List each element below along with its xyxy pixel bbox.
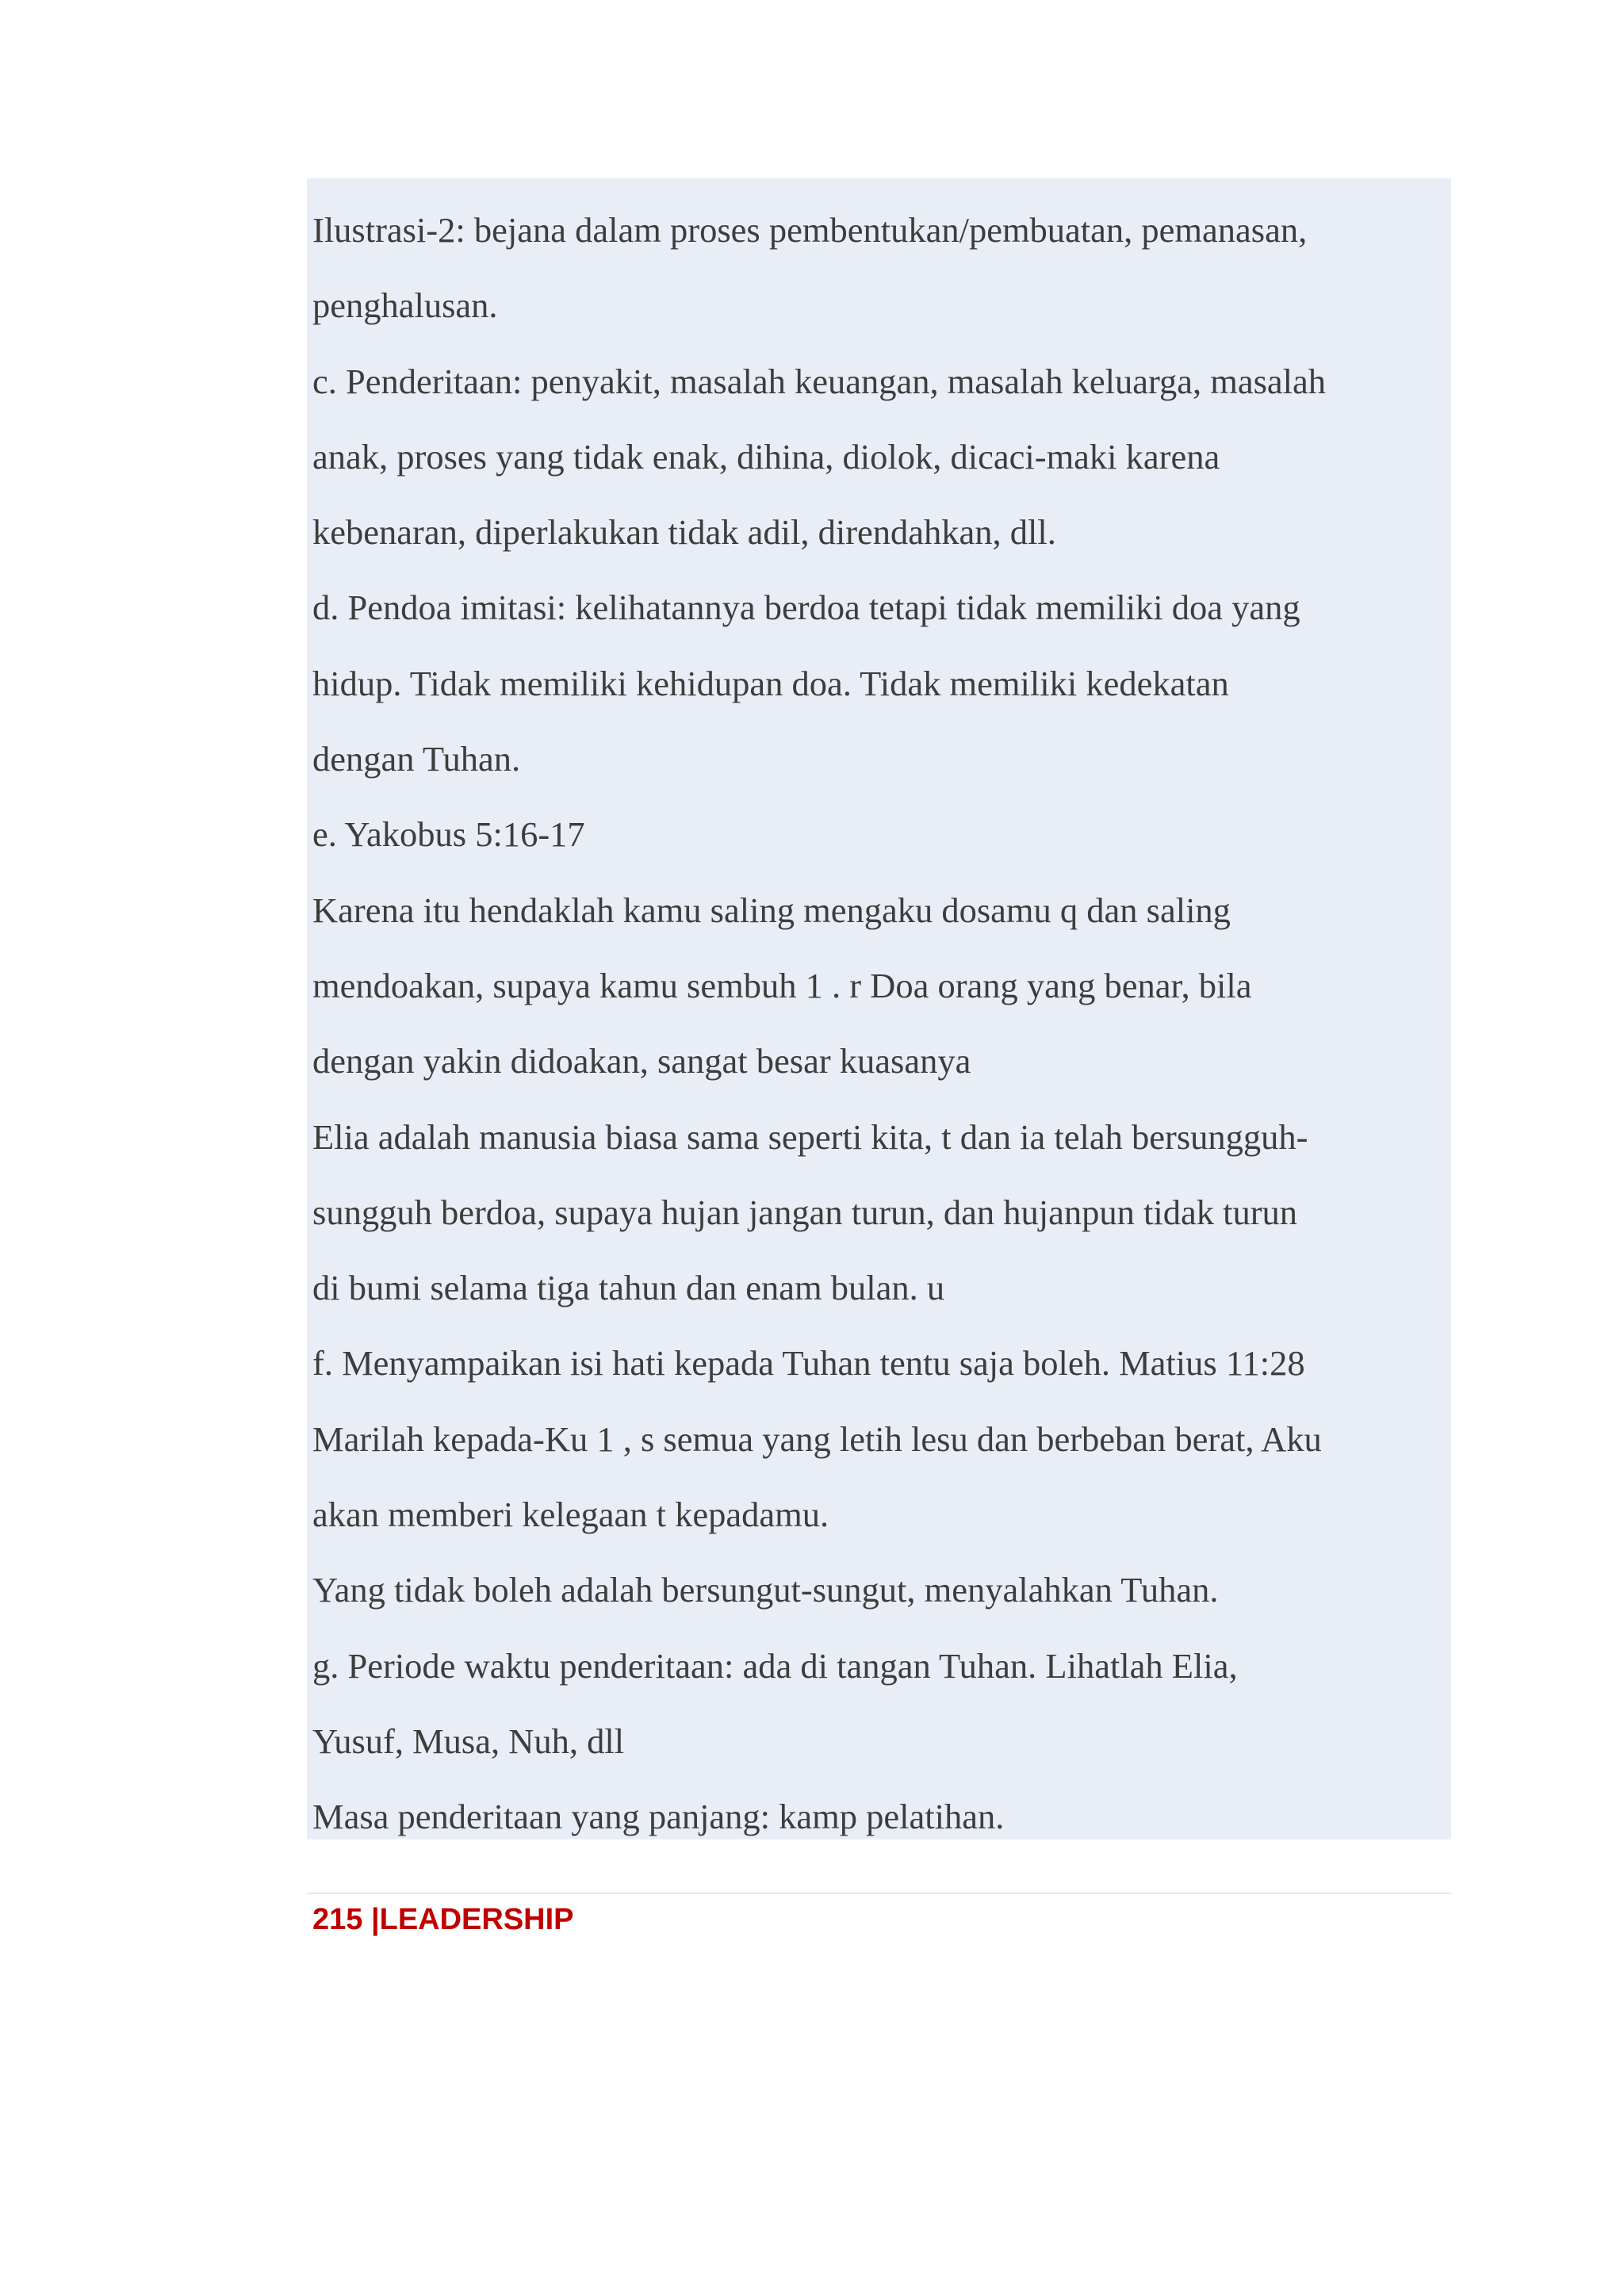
text-line: anak, proses yang tidak enak, dihina, diolok, dicaci-maki karena <box>312 436 1220 477</box>
page-number: 215 <box>312 1903 363 1936</box>
footer-separator: | <box>370 1903 380 1936</box>
text-line: mendoakan, supaya kamu sembuh 1 . r Doa orang yang benar, bila <box>312 965 1252 1005</box>
text-line: Marilah kepada-Ku 1 , s semua yang letih lesu dan berbeban berat, Aku <box>312 1418 1322 1459</box>
text-line: Yang tidak boleh adalah bersungut-sungut, menyalahkan Tuhan. <box>312 1570 1219 1610</box>
text-line: sungguh berdoa, supaya hujan jangan turun, dan hujanpun tidak turun <box>312 1192 1298 1232</box>
text-line: c. Penderitaan: penyakit, masalah keuangan, masalah keluarga, masalah <box>312 361 1327 401</box>
text-line: Karena itu hendaklah kamu saling mengaku dosamu q dan saling <box>312 890 1231 930</box>
text-line: di bumi selama tiga tahun dan enam bulan. u <box>312 1268 945 1308</box>
footer-section-title: LEADERSHIP <box>379 1903 574 1936</box>
body-text <box>312 193 1454 1855</box>
text-line: Elia adalah manusia biasa sama seperti kita, t dan ia telah bersungguh- <box>312 1116 1308 1157</box>
text-line: d. Pendoa imitasi: kelihatannya berdoa tetapi tidak memiliki doa yang <box>312 588 1300 628</box>
text-line: akan memberi kelegaan t kepadamu. <box>312 1495 829 1535</box>
text-line: Ilustrasi-2: bejana dalam proses pembentukan/pembuatan, pemanasan, <box>312 210 1308 250</box>
text-line: e. Yakobus 5:16-17 <box>312 814 585 855</box>
text-line: g. Periode waktu penderitaan: ada di tangan Tuhan. Lihatlah Elia, <box>312 1645 1238 1686</box>
text-line: hidup. Tidak memiliki kehidupan doa. Tidak memiliki kedekatan <box>312 663 1229 703</box>
footer-divider <box>307 1893 1451 1894</box>
text-line: kebenaran, diperlakukan tidak adil, direndahkan, dll. <box>312 512 1056 553</box>
text-line: penghalusan. <box>312 285 498 326</box>
text-line: f. Menyampaikan isi hati kepada Tuhan tentu saja boleh. Matius 11:28 <box>312 1343 1305 1384</box>
text-line: dengan Tuhan. <box>312 739 521 779</box>
text-line: Masa penderitaan yang panjang: kamp pelatihan. <box>312 1797 1005 1837</box>
page-footer <box>312 1901 574 1938</box>
text-line: dengan yakin didoakan, sangat besar kuasanya <box>312 1041 971 1081</box>
text-line: Yusuf, Musa, Nuh, dll <box>312 1721 625 1761</box>
